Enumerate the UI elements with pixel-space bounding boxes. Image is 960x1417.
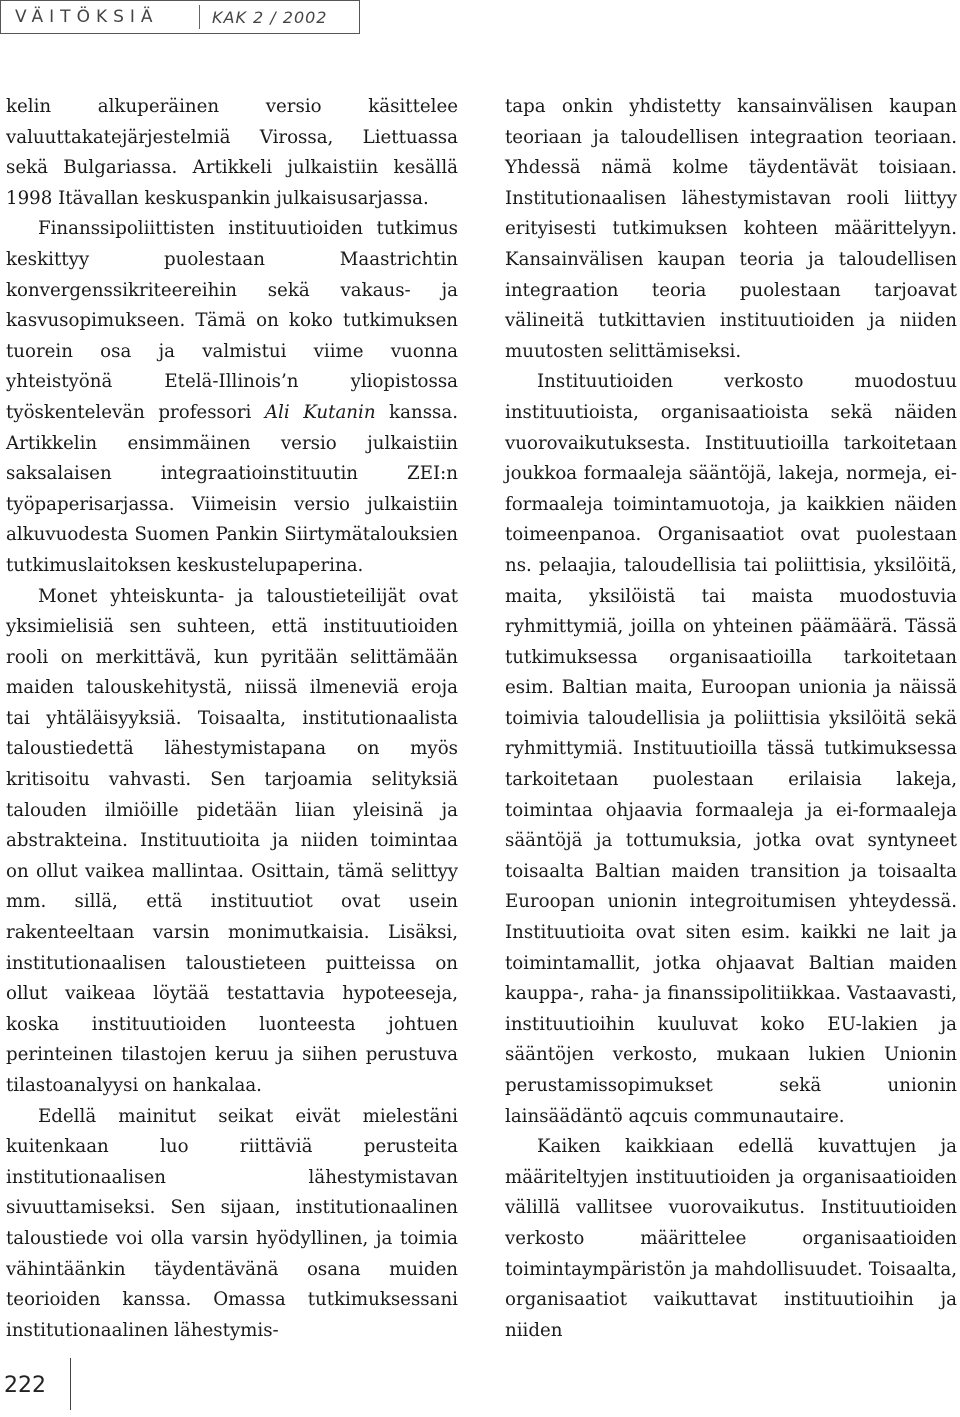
- paragraph: Edellä mainitut seikat eivät mielestäni kuitenkaan luo riittäviä perusteita institutionaalisen lähestymistavan sivuuttamiseksi. Sen sijaan, institutionaalinen taloustiede voi olla varsin hyödyllinen, ja toimia vähintäänkin täydentävänä osana muiden teorioiden kanssa. Omassa tutkimuksessani institutionaalinen lähestymis-: [6, 1105, 458, 1341]
- journal-issue-label: KAK 2 / 2002: [212, 7, 328, 27]
- page-number: 222: [4, 1373, 46, 1398]
- right-column: [505, 92, 957, 1346]
- running-header: [0, 0, 360, 34]
- paragraph: Monet yhteiskunta- ja taloustieteilijät ovat yksimielisiä sen suhteen, että instituutioiden rooli on merkittävä, kun pyritään selittämään maiden talouskehitystä, niissä ilmeneviä eroja tai yhtäläisyyksiä. Toisaalta, institutionaalista taloustiedettä lähestymistapana on myös kritisoitu vahvasti. Sen tarjoamia selityksiä talouden ilmiöille pidetään liian yleisinä ja abstrakteina. Instituutioita ja niiden toimintaa on ollut vaikea mallintaa. Osittain, tämä selittyy mm. sillä, että instituutiot ovat usein rakenteeltaan varsin monimutkaisia. Lisäksi, institutionaalisen taloustieteen puitteissa on ollut vaikeaa löytää testattavia hypoteeseja, koska instituutioiden luonteesta johtuen perinteinen tilastojen keruu ja siihen perustuva tilastoanalyysi on hankalaa.: [6, 585, 458, 1096]
- paragraph: Instituutioiden verkosto muodostuu instituutioista, organisaatioista sekä näiden vuorovaikutuksesta. Instituutioilla tarkoitetaan joukkoa formaaleja sääntöjä, lakeja, normeja, ei-formaaleja toimintamuotoja, ja kaikkien näiden toimeenpanoa. Organisaatiot ovat puolestaan ns. pelaajia, taloudellisia tai poliittisia, yksilöitä, maita, yksilöistä tai maista muodostuvia ryhmittymiä, joilla on yhteinen päämäärä. Tässä tutkimuksessa organisaatioilla tarkoitetaan esim. Baltian maita, Euroopan unionia ja näissä toimivia taloudellisia ja poliittisia yksilöitä sekä ryhmittymiä. Instituutioilla tässä tutkimuksessa tarkoitetaan puolestaan erilaisia lakeja, toimintaa ohjaavia formaaleja ja ei-formaaleja sääntöjä ja tottumuksia, jotka ovat syntyneet toisaalta Baltian maiden transition ja toisaalta Euroopan unionin integroitumisen yhteydessä. Instituutioita ovat siten esim. kaikki ne lait ja toimintamallit, jotka ohjaavat Baltian maiden kauppa-, raha- ja finanssipolitiikkaa. Vastaavasti, instituutioihin kuuluvat koko EU-lakien ja sääntöjen verkosto, mukaan lukien Unionin perustamissopimukset sekä unionin lainsäädäntö aqcuis communautaire.: [505, 371, 957, 1127]
- paragraph: kelin alkuperäinen versio käsittelee valuuttakatejärjestelmiä Virossa, Liettuassa sekä Bulgariassa. Artikkeli julkaistiin kesällä 1998 Itävallan keskuspankin julkaisusarjassa.: [6, 96, 458, 209]
- person-name: Ali Kutanin: [264, 401, 376, 423]
- paragraph-text: Finanssipoliittisten instituutioiden tutkimus keskittyy puolestaan Maastrichtin konvergenssikriteereihin sekä vakaus- ja kasvusopimukseen. Tämä on koko tutkimuksen tuorein osa ja valmistui viime vuonna yhteistyönä Etelä-Illinois’n yliopistossa työskentelevän professori: [6, 218, 458, 423]
- left-column: [6, 92, 458, 1346]
- paragraph: Kaiken kaikkiaan edellä kuvattujen ja määriteltyjen instituutioiden ja organisaatioiden välillä vallitsee vuorovaikutus. Instituutioiden verkosto määrittelee organisaatioiden toimintaympäristön ja mahdollisuudet. Toisaalta, organisaatiot vaikuttavat instituutioihin ja niiden: [505, 1136, 957, 1341]
- paragraph: [6, 214, 458, 581]
- footer-divider: [70, 1358, 71, 1410]
- paragraph: tapa onkin yhdistetty kansainvälisen kaupan teoriaan ja taloudellisen integraation teoriaan. Yhdessä nämä kolme täydentävät toisiaan. Institutionaalisen lähestymistavan rooli liittyy erityisesti tutkimuksen kohteen määrittelyyn. Kansainvälisen kaupan teoria ja taloudellisen integraation teoria puolestaan tarjoavat välineitä tutkittavien instituutioiden ja niiden muutosten selittämiseksi.: [505, 96, 957, 362]
- header-divider: [199, 5, 200, 29]
- section-label: VÄITÖKSIÄ: [15, 7, 159, 27]
- paragraph-text: kanssa. Artikkelin ensimmäinen versio julkaistiin saksalaisen integraatioinstituutin ZEI:n työpaperisarjassa. Viimeisin versio julkaistiin alkuvuodesta Suomen Pankin Siirtymätalouksien tutkimuslaitoksen keskustelupaperina.: [6, 401, 458, 576]
